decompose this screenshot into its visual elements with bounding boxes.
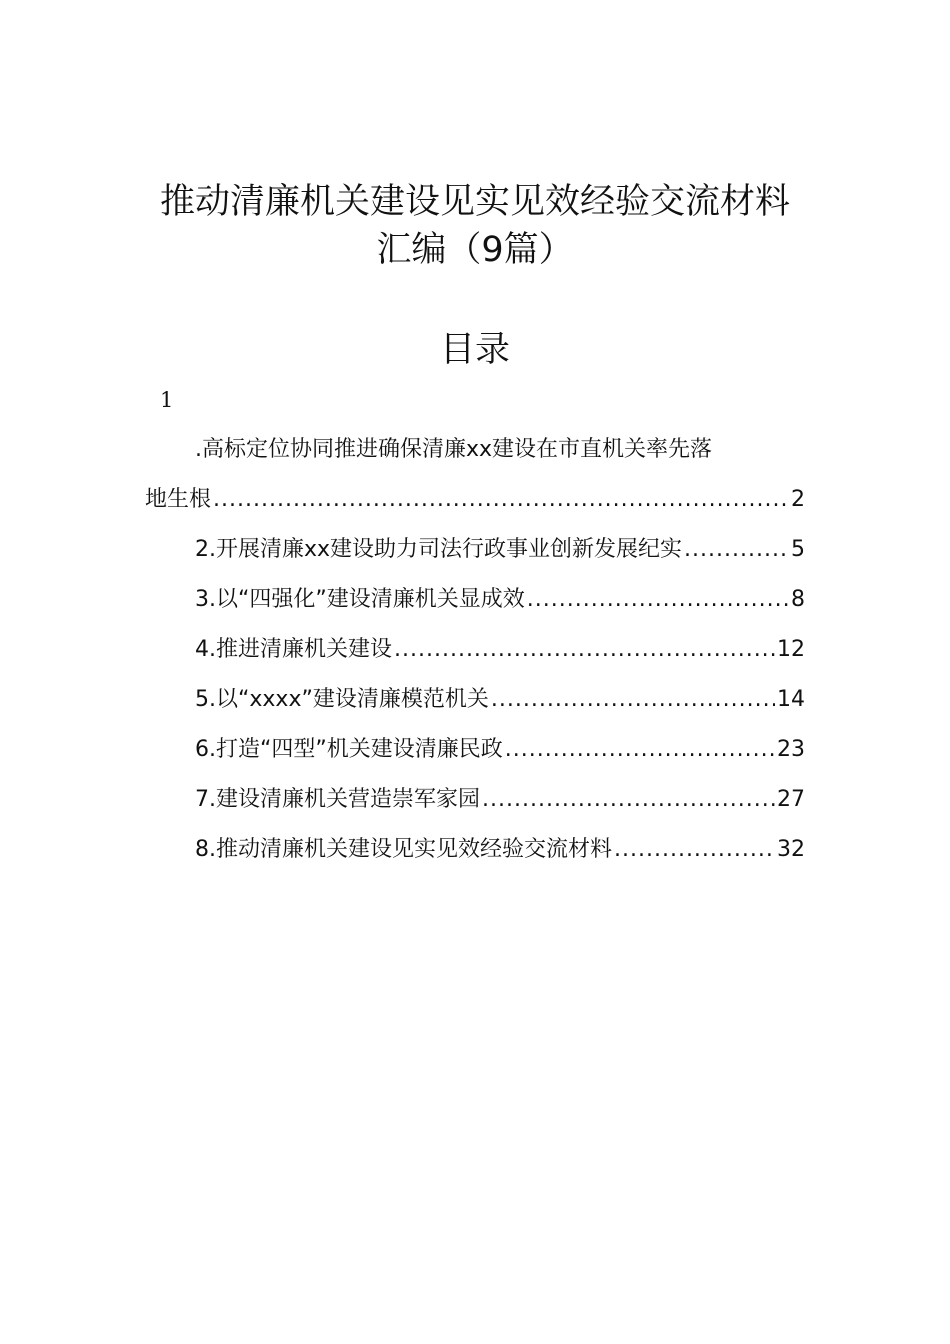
toc-item-text: .高标定位协同推进确保清廉xx建设在市直机关率先落 <box>195 437 713 462</box>
toc-page-number: 5 <box>791 537 805 562</box>
toc-leader-dots <box>491 683 775 717</box>
document-title-line-1: 推动清廉机关建设见实见效经验交流材料 <box>159 182 790 222</box>
toc-item-3[interactable] <box>195 583 805 617</box>
toc-item-1-line-2[interactable] <box>145 483 805 517</box>
toc-item-7[interactable] <box>195 783 805 817</box>
toc-page-number: 23 <box>777 737 805 762</box>
toc-item-8[interactable] <box>195 833 805 867</box>
toc-leader-dots <box>527 583 789 617</box>
toc-leader-dots <box>213 483 789 517</box>
toc-page-number: 2 <box>791 487 805 512</box>
toc-page-number: 12 <box>777 637 805 662</box>
document-title-line-2: 汇编（9篇） <box>376 230 574 270</box>
toc-item-text: 4.推进清廉机关建设 <box>195 637 392 662</box>
toc-item-6[interactable] <box>195 733 805 767</box>
toc-item-text: 7.建设清廉机关营造崇军家园 <box>195 787 480 812</box>
toc-item-text: 地生根 <box>145 487 212 512</box>
toc-item-text: 2.开展清廉xx建设助力司法行政事业创新发展纪实 <box>195 537 683 562</box>
toc-leader-dots <box>614 833 775 867</box>
toc-item-text: 3.以“四强化”建设清廉机关显成效 <box>195 587 525 612</box>
toc-page-number: 27 <box>777 787 805 812</box>
toc-item-1-line-1[interactable] <box>195 433 805 467</box>
toc-item-4[interactable] <box>195 633 805 667</box>
toc-page-number: 8 <box>791 587 805 612</box>
toc-item-5[interactable] <box>195 683 805 717</box>
toc-item-2[interactable] <box>195 533 805 567</box>
toc-heading: 目录 <box>439 330 510 370</box>
toc-page-number: 32 <box>777 837 805 862</box>
toc-item-text: 5.以“xxxx”建设清廉模范机关 <box>195 687 489 712</box>
toc-leader-dots <box>482 783 775 817</box>
page-marker: 1 <box>160 388 174 412</box>
toc-leader-dots <box>394 633 775 667</box>
toc-item-text: 8.推动清廉机关建设见实见效经验交流材料 <box>195 837 612 862</box>
toc-item-text: 6.打造“四型”机关建设清廉民政 <box>195 737 503 762</box>
toc-page-number: 14 <box>777 687 805 712</box>
toc-leader-dots <box>505 733 775 767</box>
toc-leader-dots <box>684 533 789 567</box>
